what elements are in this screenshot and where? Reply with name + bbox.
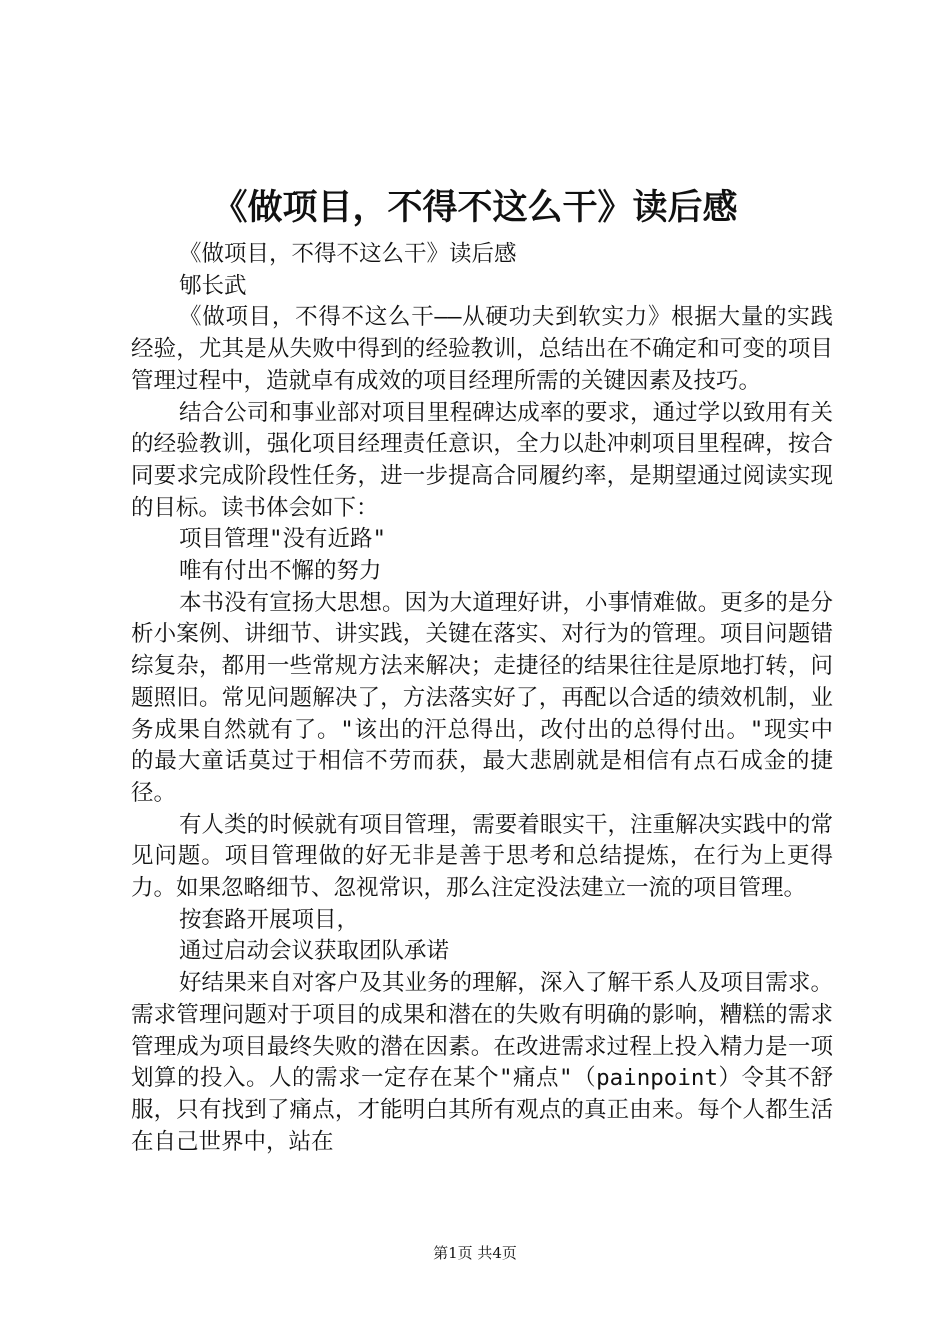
paragraph-requirements: 好结果来自对客户及其业务的理解，深入了解干系人及项目需求。需求管理问题对于项目的成果和潜在的失败有明确的影响，糟糕的需求管理成为项目最终失败的潜在因素。在改进需求过程上投入精力是一项划算的投入。人的需求一定存在某个"痛点"（painpoint）令其不舒服，只有找到了痛点，才能明白其所有观点的真正由来。每个人都生活在自己世界中，站在 [131,970,833,1155]
paragraph-goal: 结合公司和事业部对项目里程碑达成率的要求，通过学以致用有关的经验教训，强化项目经理责任意识，全力以赴冲刺项目里程碑，按合同要求完成阶段性任务，进一步提高合同履约率，是期望通过阅读实现的目标。读书体会如下： [131,399,833,521]
paragraph-intro: 《做项目，不得不这么干——从硬功夫到软实力》根据大量的实践经验，尤其是从失败中得到的经验教训，总结出在不确定和可变的项目管理过程中，造就卓有成效的项目经理所需的关键因素及技巧。 [131,304,833,394]
section-heading-routine: 按套路开展项目， [179,906,360,933]
paragraph-author: 郇长武 [179,272,247,299]
paragraph-practice: 有人类的时候就有项目管理，需要着眼实干，注重解决实践中的常见问题。项目管理做的好无非是善于思考和总结提炼，在行为上更得力。如果忽略细节、忽视常识，那么注定没法建立一流的项目管理。 [131,811,833,902]
paragraph-small-things: 本书没有宣扬大思想。因为大道理好讲，小事情难做。更多的是分析小案例、讲细节、讲实践，关键在落实、对行为的管理。项目问题错综复杂，都用一些常规方法来解决；走捷径的结果往往是原地打转，问题照旧。常见问题解决了，方法落实好了，再配以合适的绩效机制，业务成果自然就有了。"该出的汗总得出，改付出的总得付出。"现实中的最大童话莫过于相信不劳而获，最大悲剧就是相信有点石成金的捷径。 [131,589,833,806]
section-subheading-kickoff: 通过启动会议获取团队承诺 [179,938,450,965]
section-subheading-effort: 唯有付出不懈的努力 [179,558,382,585]
paragraph-subtitle: 《做项目，不得不这么干》读后感 [179,241,517,267]
section-heading-no-shortcut: 项目管理"没有近路" [179,526,387,553]
page-footer: 第1页 共4页 [433,1244,517,1262]
document-body [131,209,833,1158]
document-title: 《做项目，不得不这么干》读后感 [212,187,738,228]
